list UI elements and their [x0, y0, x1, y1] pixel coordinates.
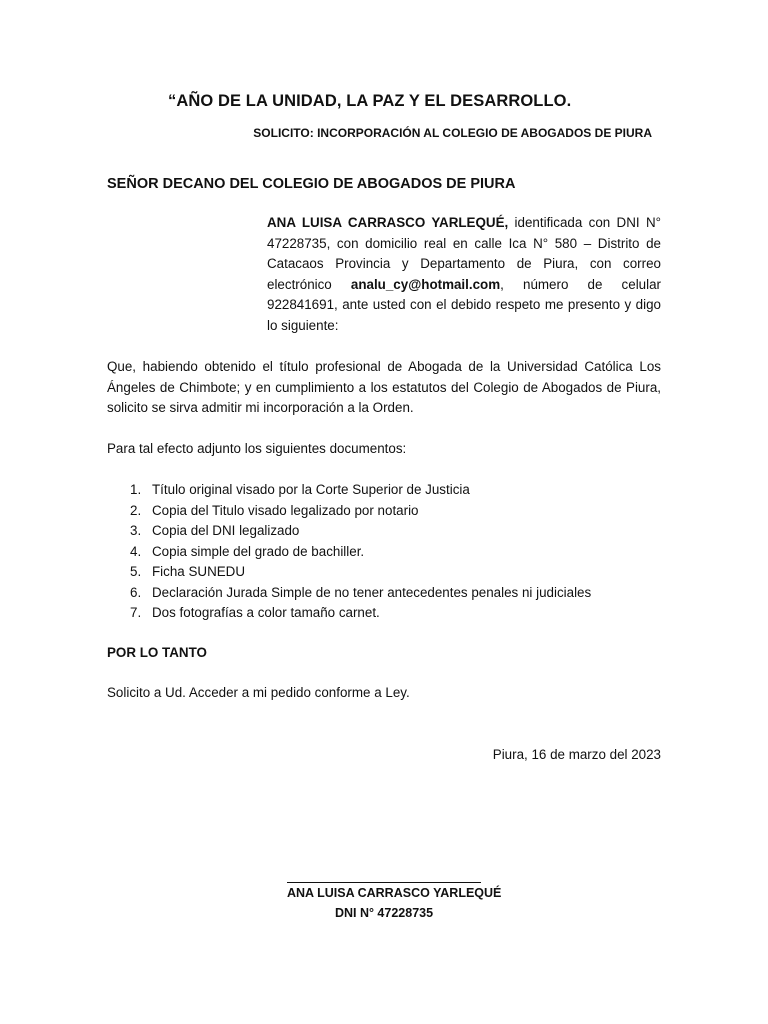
por-lo-tanto-heading: POR LO TANTO: [107, 645, 207, 660]
list-item-text: Copia simple del grado de bachiller.: [152, 543, 365, 559]
recipient-heading: SEÑOR DECANO DEL COLEGIO DE ABOGADOS DE PIURA: [107, 176, 516, 192]
list-number: 2.: [130, 502, 142, 518]
list-item-text: Copia del Titulo visado legalizado por notario: [152, 502, 419, 518]
signature-name: ANA LUISA CARRASCO YARLEQUÉ: [287, 886, 502, 900]
list-item-text: Declaración Jurada Simple de no tener antecedentes penales ni judiciales: [152, 584, 592, 600]
list-number: 7.: [130, 605, 142, 620]
place-date: Piura, 16 de marzo del 2023: [492, 747, 661, 762]
list-item: [107, 562, 661, 583]
list-item-text: Dos fotografías a color tamaño carnet.: [152, 605, 380, 620]
list-item: [107, 542, 661, 563]
list-number: 4.: [130, 543, 142, 559]
list-item: [107, 521, 661, 542]
list-number: 5.: [130, 564, 142, 579]
list-number: 1.: [130, 482, 142, 497]
intro-text-part1: identificada con DNI N° 47228735, con domicilio real en calle Ica N° 580 – Distrito de Catacaos Provincia y Departamento de Piura, con correo electrónico: [267, 215, 661, 292]
applicant-name: ANA LUISA CARRASCO YARLEQUÉ,: [267, 215, 509, 230]
list-item: [107, 603, 661, 624]
list-number: 3.: [130, 523, 142, 538]
intro-paragraph: [267, 213, 661, 337]
list-item-text: Título original visado por la Corte Superior de Justicia: [152, 482, 470, 497]
intro-text-part2: , número de celular 922841691, ante usted con el debido respeto me presento y digo lo siguiente:: [267, 276, 661, 333]
list-item-text: Ficha SUNEDU: [152, 564, 246, 579]
signature-dni: DNI N° 47228735: [334, 906, 434, 920]
list-item-text: Copia del DNI legalizado: [152, 523, 300, 538]
body-paragraph: Que, habiendo obtenido el título profesional de Abogada de la Universidad Católica Los Ángeles de Chimbote; y en cumplimiento a los estatutos del Colegio de Abogados de Piura, solicito se sirva admitir mi incorporación a la Orden.: [107, 359, 661, 416]
list-item: [107, 501, 661, 522]
year-title: “AÑO DE LA UNIDAD, LA PAZ Y EL DESARROLLO.: [168, 92, 572, 110]
list-number: 6.: [130, 584, 142, 600]
documents-intro: Para tal efecto adjunto los siguientes documentos:: [107, 441, 407, 456]
list-item: [107, 480, 661, 501]
subject-line: SOLICITO: INCORPORACIÓN AL COLEGIO DE ABOGADOS DE PIURA: [253, 126, 652, 140]
signature-line: [287, 882, 481, 883]
list-item: [107, 583, 661, 604]
applicant-email: analu_cy@hotmail.com: [350, 276, 501, 292]
request-line: Solicito a Ud. Acceder a mi pedido conforme a Ley.: [107, 685, 410, 700]
documents-list: [107, 480, 661, 624]
